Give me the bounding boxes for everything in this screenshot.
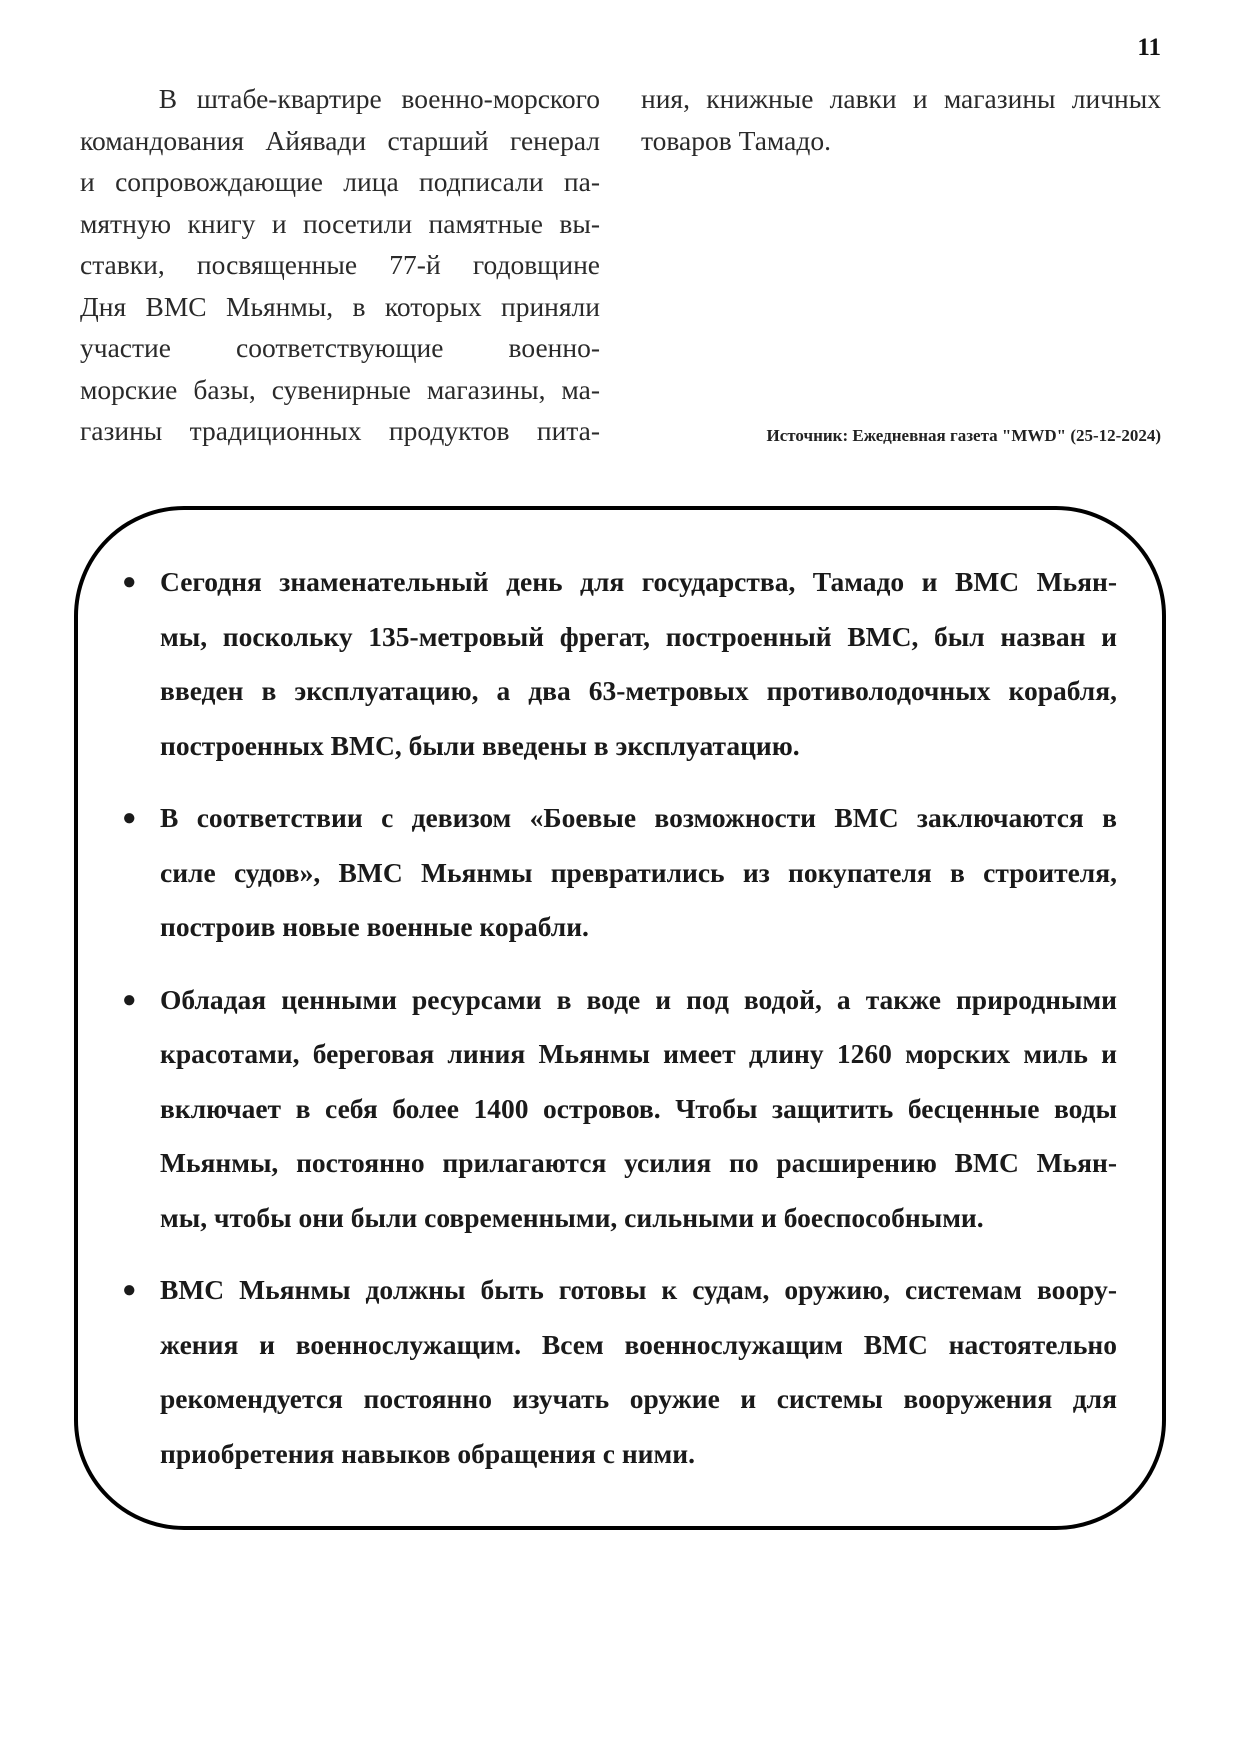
text-line: жения и военнослужащим. Всем военнослужащим ВМС настоятельно: [160, 1328, 1117, 1360]
text-line: товаров Тамадо.: [641, 124, 831, 156]
article-right-column: [641, 78, 1161, 161]
bullet-dot-icon: ●: [122, 569, 137, 595]
text-line: командования Айявади старший генерал: [80, 124, 600, 156]
text-line: мы, чтобы они были современными, сильными и боеспособными.: [160, 1201, 984, 1233]
summary-bullet-list: [74, 555, 1166, 1499]
bullet-item: [74, 973, 1166, 1246]
text-line: мы, поскольку 135-метровый фрегат, построенный ВМС, был назван и: [160, 620, 1117, 652]
text-line: В штабе-квартире военно-морского: [80, 83, 600, 114]
text-line: рекомендуется постоянно изучать оружие и системы вооружения для: [160, 1383, 1117, 1414]
bullet-item: [74, 555, 1166, 773]
text-line: газины традиционных продуктов пита-: [80, 415, 600, 446]
bullet-dot-icon: ●: [122, 986, 137, 1013]
text-line: построенных ВМС, были введены в эксплуатацию.: [160, 729, 800, 761]
text-line: участие соответствующие военно-: [80, 332, 600, 363]
text-line: Сегодня знаменательный день для государства, Тамадо и ВМС Мьян-: [160, 566, 1117, 597]
text-line: приобретения навыков обращения с ними.: [160, 1437, 695, 1469]
bullet-dot-icon: ●: [122, 1277, 137, 1303]
text-line: построив новые военные корабли.: [160, 911, 589, 942]
text-line: ставки, посвященные 77-й годовщине: [80, 249, 600, 280]
text-line: красотами, береговая линия Мьянмы имеет длину 1260 морских миль и: [160, 1038, 1117, 1069]
text-line: ния, книжные лавки и магазины личных: [641, 83, 1161, 114]
bullet-dot-icon: ●: [122, 805, 137, 831]
text-line: мятную книгу и посетили памятные вы-: [80, 207, 600, 239]
page-number: 11: [1137, 34, 1161, 61]
article-left-column: [80, 78, 600, 452]
text-line: Мьянмы, постоянно прилагаются усилия по расширению ВМС Мьян-: [160, 1147, 1117, 1178]
text-line: Дня ВМС Мьянмы, в которых приняли: [80, 290, 600, 322]
text-line: включает в себя более 1400 островов. Чтобы защитить бесценные воды: [160, 1092, 1117, 1124]
text-line: В соответствии с девизом «Боевые возможности ВМС заключаются в: [160, 802, 1117, 833]
source-citation: Источник: Ежедневная газета "MWD" (25-12-2024): [766, 426, 1161, 445]
text-line: Обладая ценными ресурсами в воде и под водой, а также природными: [160, 983, 1117, 1015]
text-line: силе судов», ВМС Мьянмы превратились из покупателя в строителя,: [160, 856, 1117, 888]
bullet-item: [74, 1263, 1166, 1481]
text-line: морские базы, сувенирные магазины, ма-: [80, 373, 600, 405]
bullet-item: [74, 791, 1166, 955]
text-line: ВМС Мьянмы должны быть готовы к судам, оружию, системам воору-: [160, 1274, 1117, 1305]
text-line: введен в эксплуатацию, а два 63-метровых противолодочных корабля,: [160, 675, 1117, 706]
text-line: и сопровождающие лица подписали па-: [80, 166, 600, 197]
